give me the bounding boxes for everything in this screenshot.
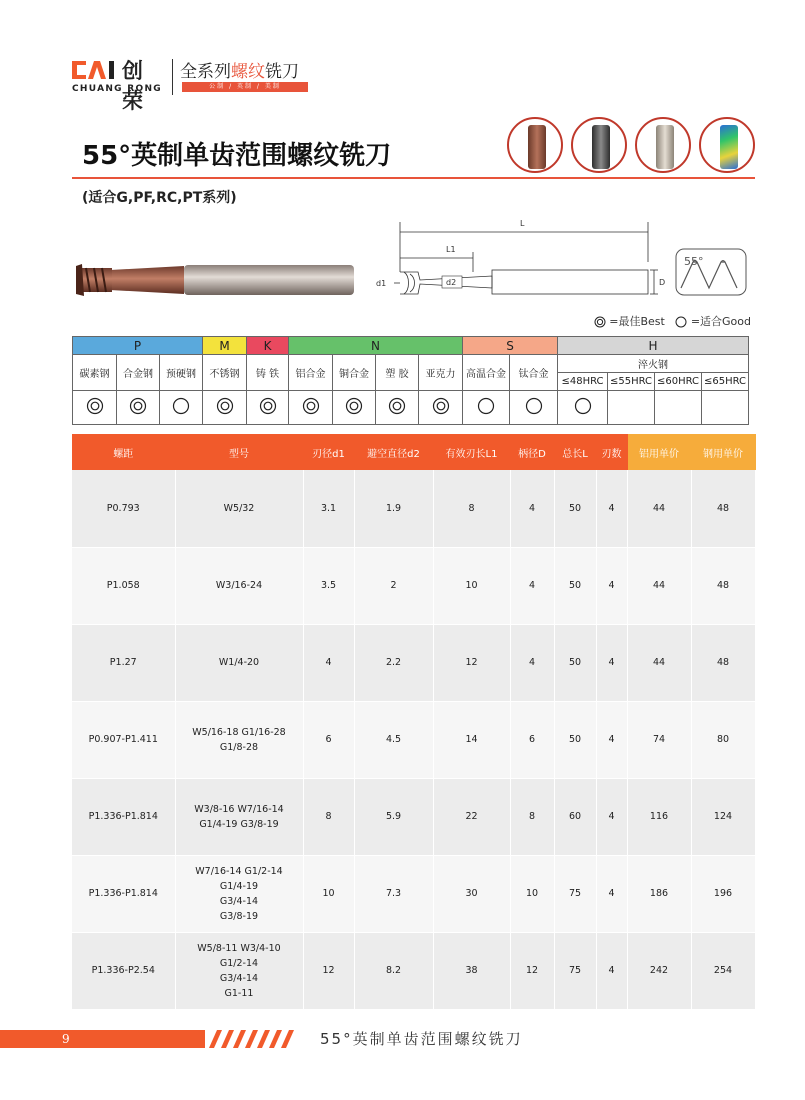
col-L: 总长L: [554, 434, 596, 470]
rating-best-icon: [289, 391, 333, 425]
legend-best: =最佳Best: [609, 315, 665, 328]
shank-cell: 10: [510, 855, 554, 932]
material-label: 铜合金: [333, 355, 376, 391]
col-d2: 避空直径d2: [354, 434, 433, 470]
page-title: 55°英制单齿范围螺纹铣刀: [82, 141, 392, 171]
col-pitch: 螺距: [72, 434, 175, 470]
rating-empty: [608, 391, 655, 425]
dim-L1: L1: [446, 245, 456, 254]
d1-cell: 6: [303, 701, 354, 778]
legend-good: =适合Good: [690, 315, 751, 328]
series-subtitle: 公制 / 英制 / 美制: [182, 82, 308, 92]
length-cell: 50: [554, 547, 596, 624]
model-line: G1/8-28: [219, 741, 259, 753]
model-cell: [175, 470, 303, 547]
pitch-cell: P1.27: [72, 624, 175, 701]
flutes-cell: 4: [596, 932, 627, 1009]
col-L1: 有效刃长L1: [433, 434, 510, 470]
thread-angle: 55°: [684, 255, 704, 268]
model-cell: [175, 624, 303, 701]
d2-cell: 8.2: [354, 932, 433, 1009]
rating-best-icon: [419, 391, 463, 425]
brand-divider: [172, 59, 173, 95]
shank-cell: 6: [510, 701, 554, 778]
model-line: W3/8-16 W7/16-14: [194, 803, 284, 815]
brand-name-en: CHUANG RONG: [72, 84, 162, 94]
material-label: 不锈钢: [203, 355, 247, 391]
d2-cell: 1.9: [354, 470, 433, 547]
brand-logo-icon: [72, 59, 116, 81]
model-line: W5/32: [223, 502, 255, 514]
d1-cell: 3.5: [303, 547, 354, 624]
material-group-row: [73, 337, 749, 355]
pitch-cell: P1.336-P1.814: [72, 778, 175, 855]
model-line: G1/4-19: [219, 880, 259, 892]
group-s: S: [463, 337, 558, 355]
price-al-cell: 44: [627, 547, 691, 624]
table-row: [72, 855, 755, 932]
material-label: 合金钢: [117, 355, 160, 391]
dim-d2: d2: [446, 278, 457, 287]
length-cell: 75: [554, 932, 596, 1009]
rating-best-icon: [117, 391, 160, 425]
table-row: [72, 932, 755, 1009]
table-row: [72, 778, 755, 855]
best-symbol-icon: [594, 316, 606, 328]
price-steel-cell: 48: [691, 624, 755, 701]
price-steel-cell: 124: [691, 778, 755, 855]
material-label: 亚克力: [419, 355, 463, 391]
rating-best-icon: [333, 391, 376, 425]
rating-good-icon: [558, 391, 608, 425]
d2-cell: 2: [354, 547, 433, 624]
model-line: W5/16-18 G1/16-28: [192, 726, 286, 738]
group-m: M: [203, 337, 247, 355]
material-table: [72, 336, 749, 425]
flutes-cell: 4: [596, 470, 627, 547]
hardness-label: ≤60HRC: [655, 373, 702, 391]
rating-legend: [594, 313, 751, 329]
model-line: W5/8-11 W3/4-10: [197, 942, 281, 954]
price-al-cell: 116: [627, 778, 691, 855]
price-al-cell: 186: [627, 855, 691, 932]
l1-cell: 22: [433, 778, 510, 855]
length-cell: 50: [554, 624, 596, 701]
rating-best-icon: [376, 391, 419, 425]
thread-profile-icon: [675, 248, 747, 296]
footer-title: 55°英制单齿范围螺纹铣刀: [320, 1030, 523, 1048]
rating-good-icon: [510, 391, 558, 425]
material-label: 高温合金: [463, 355, 510, 391]
flutes-cell: 4: [596, 778, 627, 855]
material-label: 塑 胶: [376, 355, 419, 391]
price-steel-cell: 48: [691, 547, 755, 624]
table-row: [72, 547, 755, 624]
table-row: [72, 701, 755, 778]
black-coating-icon: [571, 117, 627, 173]
title-divider: [72, 177, 755, 179]
material-name-row: [73, 355, 749, 373]
length-cell: 50: [554, 470, 596, 547]
price-steel-cell: 80: [691, 701, 755, 778]
shank-cell: 4: [510, 470, 554, 547]
col-price-steel: 钢用单价: [691, 434, 755, 470]
rating-empty: [655, 391, 702, 425]
table-row: [72, 624, 755, 701]
technical-drawing: [370, 212, 670, 302]
group-h: H: [558, 337, 749, 355]
footer-stripes: [205, 1030, 300, 1048]
l1-cell: 38: [433, 932, 510, 1009]
bronze-coating-icon: [507, 117, 563, 173]
series-title: 全系列螺纹铣刀: [180, 62, 299, 82]
d1-cell: 10: [303, 855, 354, 932]
price-steel-cell: 254: [691, 932, 755, 1009]
price-al-cell: 44: [627, 470, 691, 547]
table-body: [72, 470, 755, 1009]
col-D: 柄径D: [510, 434, 554, 470]
price-al-cell: 242: [627, 932, 691, 1009]
brand-name-cn: 创荣: [122, 59, 144, 113]
hardness-label: ≤48HRC: [558, 373, 608, 391]
length-cell: 75: [554, 855, 596, 932]
group-n: N: [289, 337, 463, 355]
pitch-cell: P1.336-P1.814: [72, 855, 175, 932]
model-line: W3/16-24: [215, 580, 263, 591]
flutes-cell: 4: [596, 624, 627, 701]
coating-samples: [507, 117, 757, 177]
d2-cell: 5.9: [354, 778, 433, 855]
model-cell: [175, 932, 303, 1009]
model-cell: [175, 701, 303, 778]
silver-coating-icon: [635, 117, 691, 173]
pitch-cell: P0.793: [72, 470, 175, 547]
rating-empty: [702, 391, 749, 425]
flutes-cell: 4: [596, 701, 627, 778]
model-line: W1/4-20: [218, 657, 260, 668]
col-model: 型号: [175, 434, 303, 470]
model-cell: [175, 778, 303, 855]
price-al-cell: 74: [627, 701, 691, 778]
hardness-label: ≤55HRC: [608, 373, 655, 391]
col-price-al: 铝用单价: [627, 434, 691, 470]
rating-row: [73, 391, 749, 425]
footer-bar: [0, 1030, 205, 1048]
pitch-cell: P0.907-P1.411: [72, 701, 175, 778]
model-line: W7/16-14 G1/2-14: [195, 865, 283, 877]
table-row: [72, 470, 755, 547]
l1-cell: 12: [433, 624, 510, 701]
model-line: G3/4-14: [219, 972, 259, 984]
rating-good-icon: [160, 391, 203, 425]
d2-cell: 7.3: [354, 855, 433, 932]
length-cell: 60: [554, 778, 596, 855]
tool-photo: [72, 262, 357, 298]
flutes-cell: 4: [596, 547, 627, 624]
price-al-cell: 44: [627, 624, 691, 701]
shank-cell: 4: [510, 624, 554, 701]
d1-cell: 3.1: [303, 470, 354, 547]
model-cell: [175, 547, 303, 624]
model-line: G1/2-14: [219, 957, 259, 969]
model-line: G3/8-19: [219, 910, 259, 922]
hardened-steel-label: 淬火钢: [558, 355, 749, 373]
pitch-cell: P1.058: [72, 547, 175, 624]
rating-good-icon: [463, 391, 510, 425]
d2-cell: 2.2: [354, 624, 433, 701]
group-k: K: [247, 337, 289, 355]
shank-cell: 4: [510, 547, 554, 624]
shank-cell: 12: [510, 932, 554, 1009]
rating-best-icon: [73, 391, 117, 425]
price-steel-cell: 48: [691, 470, 755, 547]
shank-cell: 8: [510, 778, 554, 855]
l1-cell: 30: [433, 855, 510, 932]
material-label: 铸 铁: [247, 355, 289, 391]
flutes-cell: 4: [596, 855, 627, 932]
col-flutes: 刃数: [596, 434, 627, 470]
hardness-label: ≤65HRC: [702, 373, 749, 391]
material-label: 预硬钢: [160, 355, 203, 391]
page-subtitle: (适合G,PF,RC,PT系列): [82, 190, 237, 206]
d1-cell: 12: [303, 932, 354, 1009]
product-table: [72, 434, 756, 1010]
model-line: G3/4-14: [219, 895, 259, 907]
model-cell: [175, 855, 303, 932]
dim-D: D: [659, 278, 666, 287]
table-header-row: [72, 434, 755, 470]
page-number: 9: [62, 1032, 70, 1046]
col-d1: 刃径d1: [303, 434, 354, 470]
rainbow-coating-icon: [699, 117, 755, 173]
price-steel-cell: 196: [691, 855, 755, 932]
model-line: G1-11: [224, 987, 254, 999]
dim-d1: d1: [376, 279, 387, 288]
rating-best-icon: [203, 391, 247, 425]
d2-cell: 4.5: [354, 701, 433, 778]
material-label: 钛合金: [510, 355, 558, 391]
l1-cell: 10: [433, 547, 510, 624]
group-p: P: [73, 337, 203, 355]
l1-cell: 8: [433, 470, 510, 547]
length-cell: 50: [554, 701, 596, 778]
d1-cell: 8: [303, 778, 354, 855]
model-line: G1/4-19 G3/8-19: [199, 818, 279, 830]
d1-cell: 4: [303, 624, 354, 701]
material-label: 碳素钢: [73, 355, 117, 391]
pitch-cell: P1.336-P2.54: [72, 932, 175, 1009]
material-label: 铝合金: [289, 355, 333, 391]
dim-L: L: [520, 219, 525, 228]
rating-best-icon: [247, 391, 289, 425]
good-symbol-icon: [675, 316, 687, 328]
l1-cell: 14: [433, 701, 510, 778]
